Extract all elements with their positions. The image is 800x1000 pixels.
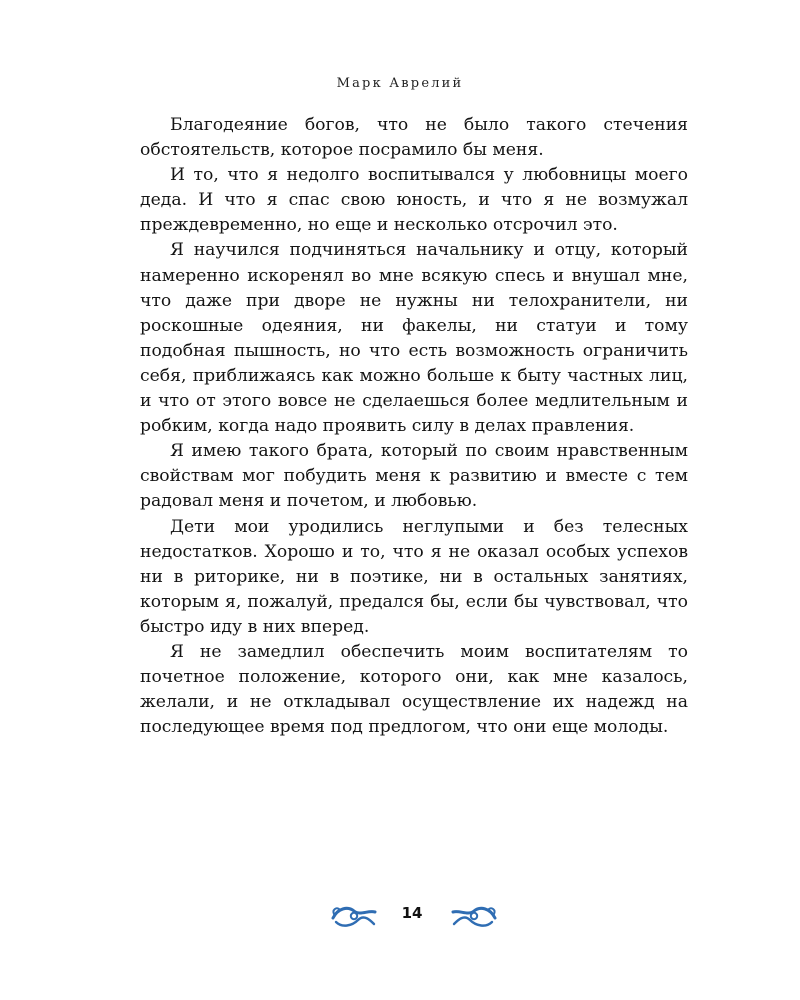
page-footer xyxy=(0,896,800,936)
paragraph: Я имею такого брата, который по своим нравственным свойствам мог побудить меня к развитию и вместе с тем радовал меня и почетом, и любовью. xyxy=(140,441,688,512)
paragraph: Благодеяние богов, что не было такого стечения обстоятельств, которое посрамило бы меня. xyxy=(140,115,688,161)
running-head: Марк Аврелий xyxy=(336,76,464,91)
body-text xyxy=(140,113,688,740)
paragraph: Дети мои уродились неглупыми и без телесных недостатков. Хорошо и то, что я не оказал особых успехов ни в риторике, ни в поэтике, ни в остальных занятиях, которым я, пожалуй, предался бы, если бы чувствовал, что быстро иду в них вперед. xyxy=(140,516,688,637)
paragraph: Я не замедлил обеспечить моим воспитателям то почетное положение, которого они, как мне казалось, желали, и не откладывал осуществление их надежд на последующее время под предлогом, что они еще молоды. xyxy=(140,641,688,738)
wave-scroll-ornament-icon xyxy=(330,900,378,930)
page-number: 14 xyxy=(401,904,423,922)
wave-scroll-ornament-icon xyxy=(450,900,498,930)
paragraph: Я научился подчиняться начальнику и отцу, который намеренно искоренял во мне всякую спесь и внушал мне, что даже при дворе не нужны ни телохранители, ни роскошные одеяния, ни факелы, ни статуи и тому подобная пышность, но что есть возможность ограничить себя, приближаясь как можно больше к быту частных лиц, и что от этого вовсе не сделаешься более медлительным и робким, когда надо проявить силу в делах правления. xyxy=(140,240,688,437)
paragraph: И то, что я недолго воспитывался у любовницы моего деда. И что я спас свою юность, и что я не возмужал преждевременно, но еще и несколько отсрочил это. xyxy=(140,165,688,236)
